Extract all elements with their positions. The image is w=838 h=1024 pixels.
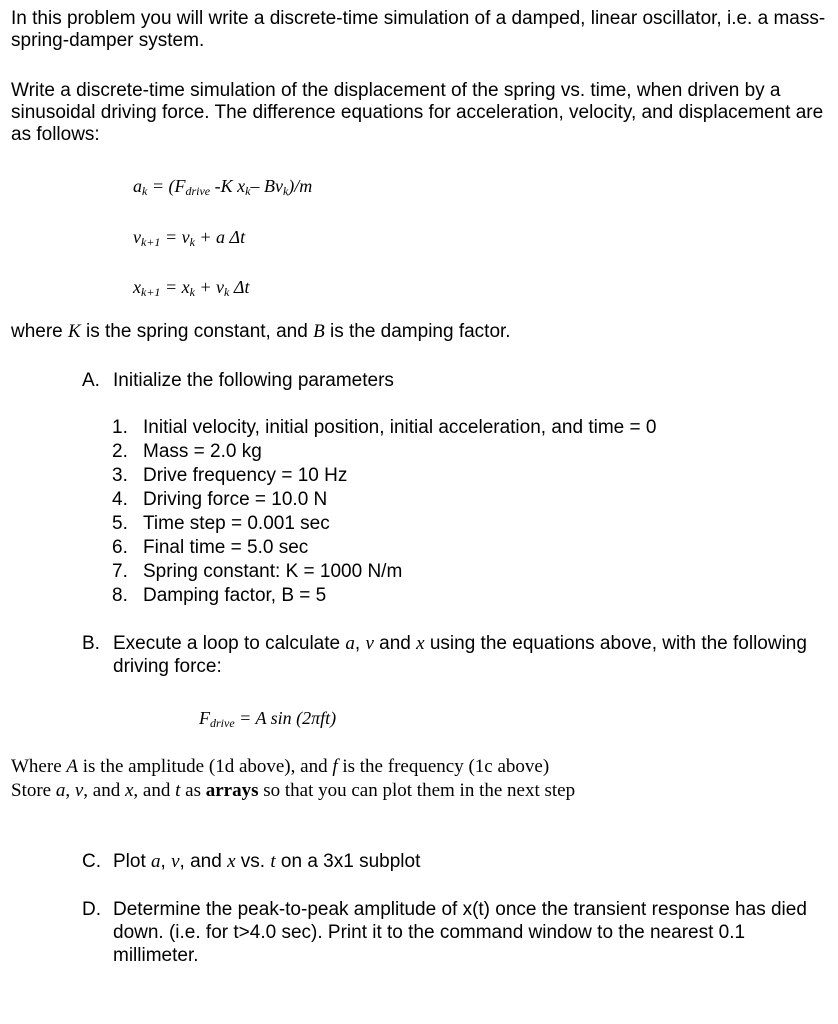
section-a-label: A. bbox=[82, 370, 100, 391]
list-item: 7. Spring constant: K = 1000 N/m bbox=[112, 561, 403, 582]
list-item: 2. Mass = 2.0 kg bbox=[112, 441, 262, 462]
section-b-text: Execute a loop to calculate a, v and x using the equations above, with the following driving force: bbox=[113, 633, 807, 677]
displacement-equation: $x_{k+1} = x_k + v_k$ Δt bbox=[133, 277, 250, 299]
list-item: 5. Time step = 0.001 sec bbox=[112, 513, 330, 534]
acceleration-equation: $a_k = (F_{drive}$ -K $x_k-$ $Bv_k)/m$ bbox=[133, 176, 313, 198]
parameter-list bbox=[112, 416, 656, 608]
section-b-label: B. bbox=[82, 633, 100, 654]
list-item: 1. Initial velocity, initial position, initial acceleration, and time = 0 bbox=[112, 417, 657, 438]
where-line: where K is the spring constant, and B is the damping factor. bbox=[11, 321, 511, 342]
store-arrays-note: Store a, v, and x, and t as arrays so that you can plot them in the next step bbox=[11, 780, 576, 801]
intro-paragraph: In this problem you will write a discrete-time simulation of a damped, linear oscillator, i.e. a mass-spring-damper system. bbox=[11, 8, 826, 51]
list-item: 6. Final time = 5.0 sec bbox=[112, 537, 309, 558]
task-paragraph: Write a discrete-time simulation of the displacement of the spring vs. time, when driven by a sinusoidal driving force. The difference equations for acceleration, velocity, and displacement are as follows: bbox=[11, 80, 824, 145]
driving-force-equation: $F_{drive} = A$ sin (2πft) bbox=[199, 708, 337, 730]
amplitude-note: Where A is the amplitude (1d above), and f is the frequency (1c above) bbox=[11, 756, 550, 777]
section-d-label: D. bbox=[82, 899, 101, 920]
section-c-text: Plot a, v, and x vs. t on a 3x1 subplot bbox=[113, 851, 421, 872]
list-item: 4. Driving force = 10.0 N bbox=[112, 489, 328, 510]
velocity-equation: $v_{k+1} = v_k + a$ Δt bbox=[133, 227, 246, 249]
section-c-label: C. bbox=[82, 851, 101, 872]
section-d-text: Determine the peak-to-peak amplitude of x(t) once the transient response has died down. (i.e. for t>4.0 sec). Print it to the command window to the nearest 0.1 millimeter. bbox=[113, 899, 807, 966]
list-item: 8. Damping factor, B = 5 bbox=[112, 585, 327, 606]
section-a-text: Initialize the following parameters bbox=[113, 370, 394, 391]
list-item: 3. Drive frequency = 10 Hz bbox=[112, 465, 348, 486]
